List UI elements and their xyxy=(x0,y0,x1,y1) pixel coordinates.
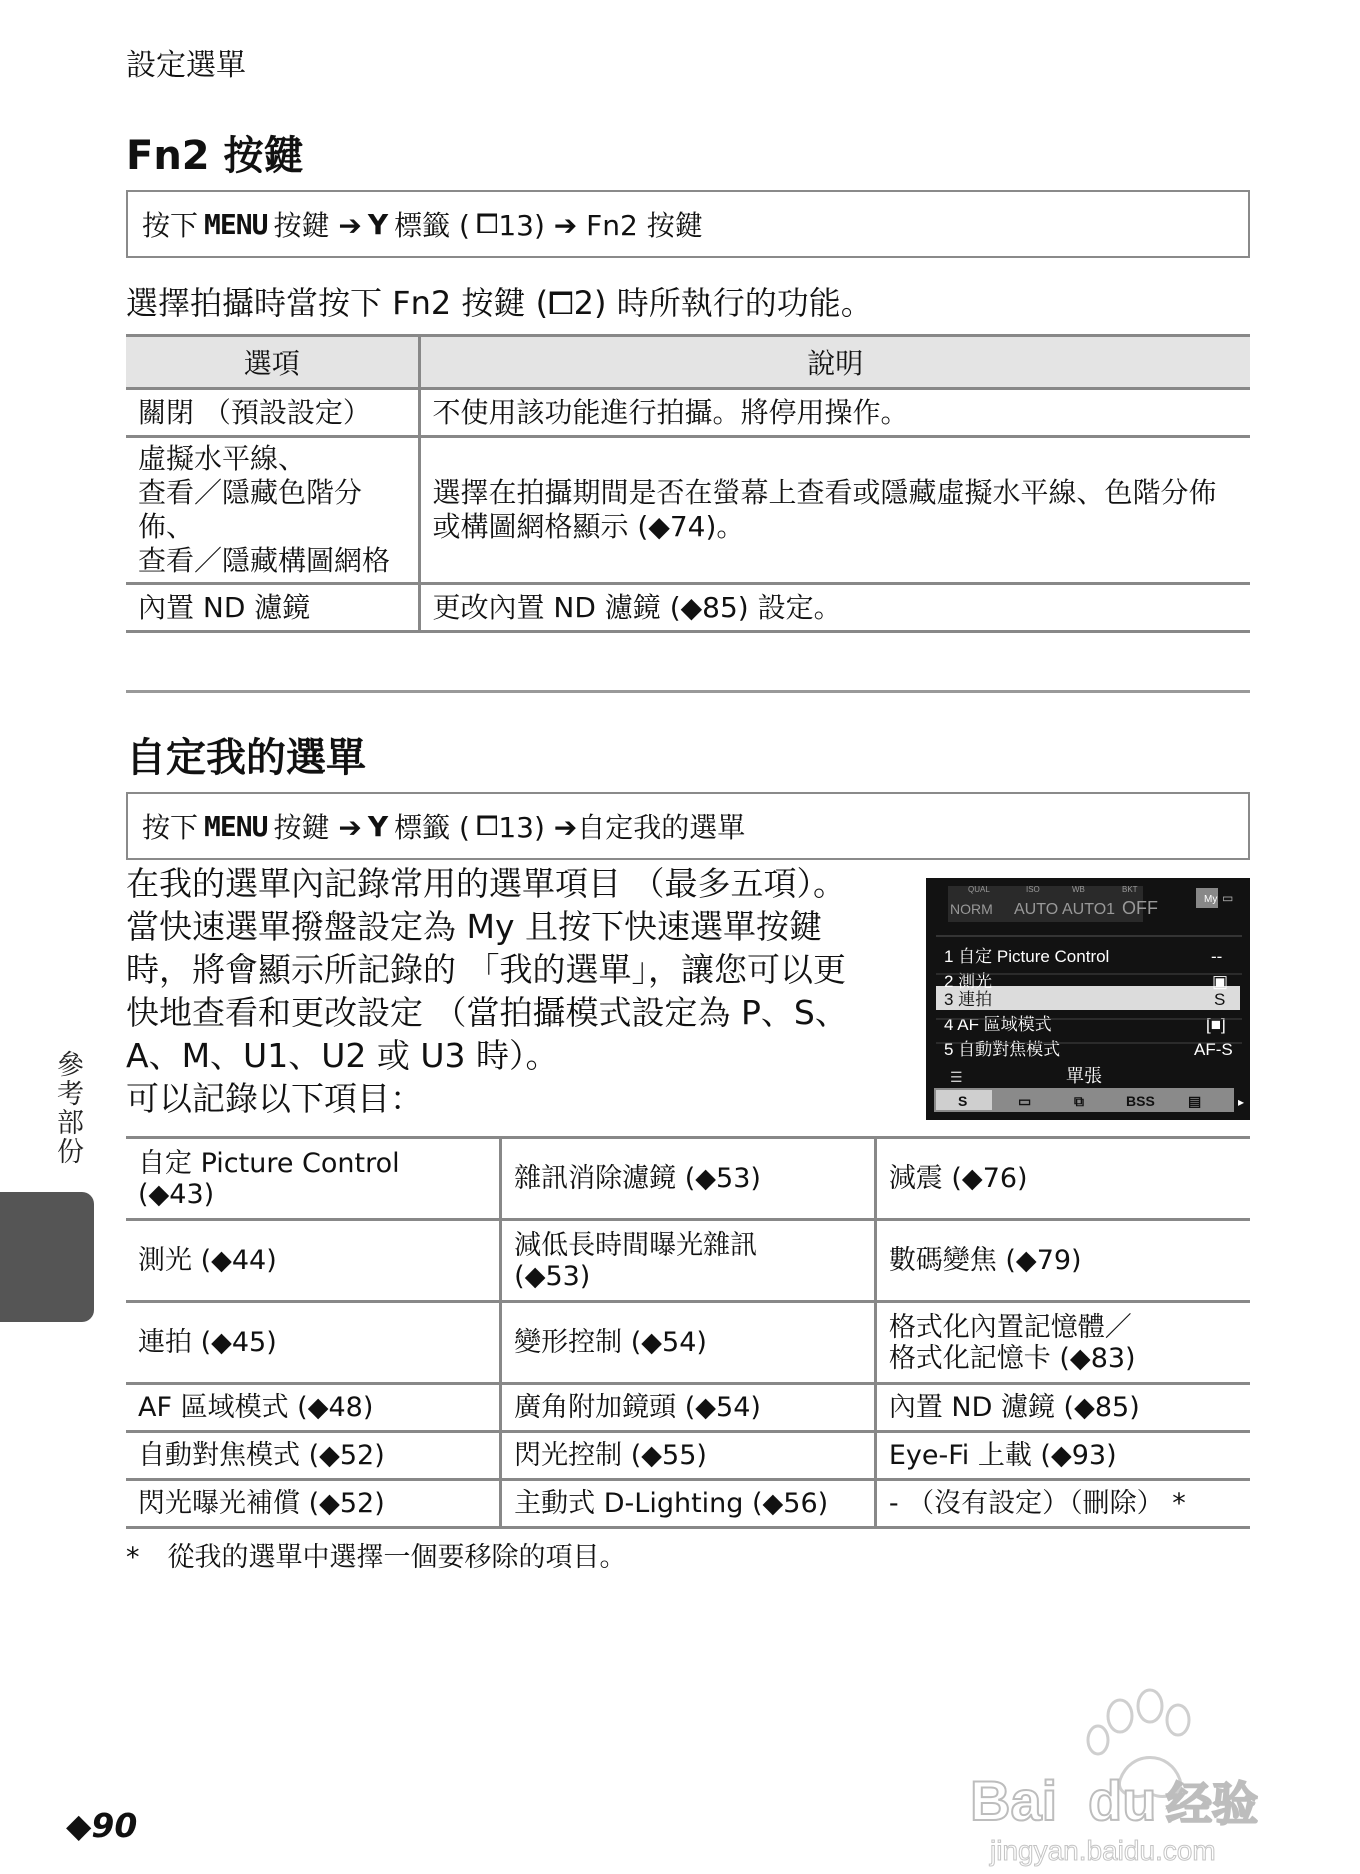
wrench-icon: Y xyxy=(367,207,389,241)
table-row xyxy=(126,389,1250,437)
footer-icon-single: S xyxy=(958,1093,968,1109)
menu-word: MENU xyxy=(204,809,268,843)
para-line: 當快速選單撥盤設定為 My 且按下快速選單按鍵 xyxy=(126,907,822,946)
nav-tab: 標籤 ( xyxy=(394,209,470,242)
watermark xyxy=(970,1680,1290,1870)
nav-page: 13) ➔ Fn2 按鍵 xyxy=(498,209,703,242)
table-row xyxy=(126,1432,1250,1480)
items-table xyxy=(126,1136,1250,1529)
baidu-paw-icon xyxy=(970,1680,1290,1870)
item-cell: 減震 (◆76) xyxy=(875,1138,1250,1220)
para-line: 時，將會顯示所記錄的 「我的選單」，讓您可以更 xyxy=(126,950,846,989)
sublabel-wb: WB xyxy=(1072,885,1085,894)
footnote-mark: * xyxy=(126,1542,140,1573)
table-row xyxy=(126,1220,1250,1302)
menu-value-3: S xyxy=(1214,990,1226,1009)
menu-item-1: 1 自定 Picture Control xyxy=(944,947,1110,966)
menu-value-5: AF-S xyxy=(1194,1040,1233,1059)
menu-item-5: 5 自動對焦模式 xyxy=(944,1040,1061,1059)
options-table xyxy=(126,334,1250,633)
intro-fn2 xyxy=(126,278,873,324)
intro-page: 2) 時所執行的功能。 xyxy=(573,284,873,322)
item-cell: 格式化內置記憶體／ 格式化記憶卡 (◆83) xyxy=(875,1302,1250,1384)
item-cell: 自動對焦模式 (◆52) xyxy=(126,1432,501,1480)
item-cell: 閃光控制 (◆55) xyxy=(501,1432,876,1480)
side-tab xyxy=(0,1192,94,1322)
top-label-auto: AUTO xyxy=(1014,901,1059,918)
table-row xyxy=(126,584,1250,632)
menu-value-4: [■] xyxy=(1206,1015,1226,1034)
top-label-norm: NORM xyxy=(950,901,993,917)
menu-value-1: -- xyxy=(1211,947,1223,966)
nav-page: 13) ➔自定我的選單 xyxy=(498,811,746,844)
footnote-text: 從我的選單中選擇一個要移除的項目。 xyxy=(167,1542,627,1573)
page-number: ◆90 xyxy=(66,1806,138,1845)
option-cell: 內置 ND 濾鏡 xyxy=(126,584,419,632)
wrench-icon: Y xyxy=(367,809,389,843)
book-icon: ⧠ xyxy=(475,809,499,842)
option-cell: 虛擬水平線、 查看／隱藏色階分佈、 查看／隱藏構圖網格 xyxy=(126,437,419,584)
section-divider xyxy=(126,690,1250,693)
book-icon: ⧠ xyxy=(475,207,499,240)
para-line: 可以記錄以下項目： xyxy=(126,1079,423,1118)
top-label-off: OFF xyxy=(1122,898,1158,918)
wheel-icon: ☰ xyxy=(950,1069,963,1085)
desc-cell: 選擇在拍攝期間是否在螢幕上查看或隱藏虛擬水平線、色階分佈或構圖網格顯示 (◆74)。 xyxy=(419,437,1250,584)
book-icon: ⧠ xyxy=(548,284,574,322)
footnote xyxy=(126,1535,627,1574)
item-cell: 內置 ND 濾鏡 (◆85) xyxy=(875,1384,1250,1432)
item-cell: 減低長時間曝光雜訊 (◆53) xyxy=(501,1220,876,1302)
item-cell: - （沒有設定）（刪除） * xyxy=(875,1480,1250,1528)
item-cell: 連拍 (◆45) xyxy=(126,1302,501,1384)
camera-screen-svg xyxy=(926,878,1250,1120)
item-cell: 主動式 D-Lighting (◆56) xyxy=(501,1480,876,1528)
table-row xyxy=(126,1138,1250,1220)
footer-icon-bss: BSS xyxy=(1126,1093,1155,1109)
col-header-option: 選項 xyxy=(126,336,419,389)
table-row xyxy=(126,1480,1250,1528)
item-cell: AF 區域模式 (◆48) xyxy=(126,1384,501,1432)
item-cell: 變形控制 (◆54) xyxy=(501,1302,876,1384)
col-header-desc: 說明 xyxy=(419,336,1250,389)
footer-icon-multi: ▤ xyxy=(1188,1093,1202,1109)
nav-path-fn2 xyxy=(126,190,1250,258)
item-cell: 自定 Picture Control (◆43) xyxy=(126,1138,501,1220)
item-cell: 測光 (◆44) xyxy=(126,1220,501,1302)
menu-item-3-selected: 3 連拍 xyxy=(944,990,993,1009)
desc-cell: 不使用該功能進行拍攝。將停用操作。 xyxy=(419,389,1250,437)
footer-label: 單張 xyxy=(1066,1066,1102,1086)
sublabel-qual: QUAL xyxy=(968,885,990,894)
item-cell: 廣角附加鏡頭 (◆54) xyxy=(501,1384,876,1432)
top-label-auto1: AUTO1 xyxy=(1062,901,1116,918)
watermark-brand2: du xyxy=(1088,1769,1157,1832)
table-row xyxy=(126,1302,1250,1384)
sublabel-iso: ISO xyxy=(1026,885,1040,894)
sublabel-bkt: BKT xyxy=(1122,885,1138,894)
option-cell: 關閉 （預設設定） xyxy=(126,389,419,437)
nav-tab: 標籤 ( xyxy=(394,811,470,844)
nav-prefix: 按下 xyxy=(142,811,199,844)
watermark-url: jingyan.baidu.com xyxy=(990,1835,1216,1866)
nav-mid: 按鍵 ➔ xyxy=(273,209,362,242)
arrow-right-icon: ▸ xyxy=(1238,1095,1245,1109)
nav-prefix: 按下 xyxy=(142,209,199,242)
footer-icon-continuous-l: ⧉ xyxy=(1074,1093,1084,1109)
table-row xyxy=(126,437,1250,584)
menu-word: MENU xyxy=(204,207,268,241)
my-menu-icon: My xyxy=(1204,894,1218,905)
side-section-label: 參考部份 xyxy=(52,1050,83,1166)
watermark-cn: 经验 xyxy=(1166,1778,1258,1830)
menu-item-2: 2 測光 xyxy=(944,972,993,991)
camera-screen xyxy=(926,878,1250,1120)
para-line: 快地查看和更改設定 （當拍攝模式設定為 P、S、 xyxy=(126,993,848,1032)
para-line: A、M、U1、U2 或 U3 時）。 xyxy=(126,1036,559,1075)
running-header: 設定選單 xyxy=(126,48,246,83)
my-menu-paragraph xyxy=(126,862,886,1120)
nav-mid: 按鍵 ➔ xyxy=(273,811,362,844)
battery-icon: ▭ xyxy=(1222,891,1234,905)
section-title-fn2: Fn2 按鍵 xyxy=(126,133,304,179)
item-cell: 雜訊消除濾鏡 (◆53) xyxy=(501,1138,876,1220)
item-cell: 數碼變焦 (◆79) xyxy=(875,1220,1250,1302)
watermark-brand: Bai xyxy=(970,1769,1058,1832)
table-row xyxy=(126,1384,1250,1432)
menu-item-4: 4 AF 區域模式 xyxy=(944,1015,1052,1034)
intro-text: 選擇拍攝時當按下 Fn2 按鍵 ( xyxy=(126,284,549,322)
item-cell: Eye-Fi 上載 (◆93) xyxy=(875,1432,1250,1480)
para-line: 在我的選單內記錄常用的選單項目 （最多五項）。 xyxy=(126,864,846,903)
footer-icon-continuous: ▭ xyxy=(1018,1093,1032,1109)
menu-value-2: ▣ xyxy=(1212,972,1229,991)
item-cell: 閃光曝光補償 (◆52) xyxy=(126,1480,501,1528)
nav-path-my-menu xyxy=(126,792,1250,860)
desc-cell: 更改內置 ND 濾鏡 (◆85) 設定。 xyxy=(419,584,1250,632)
section-title-my-menu: 自定我的選單 xyxy=(126,735,366,781)
